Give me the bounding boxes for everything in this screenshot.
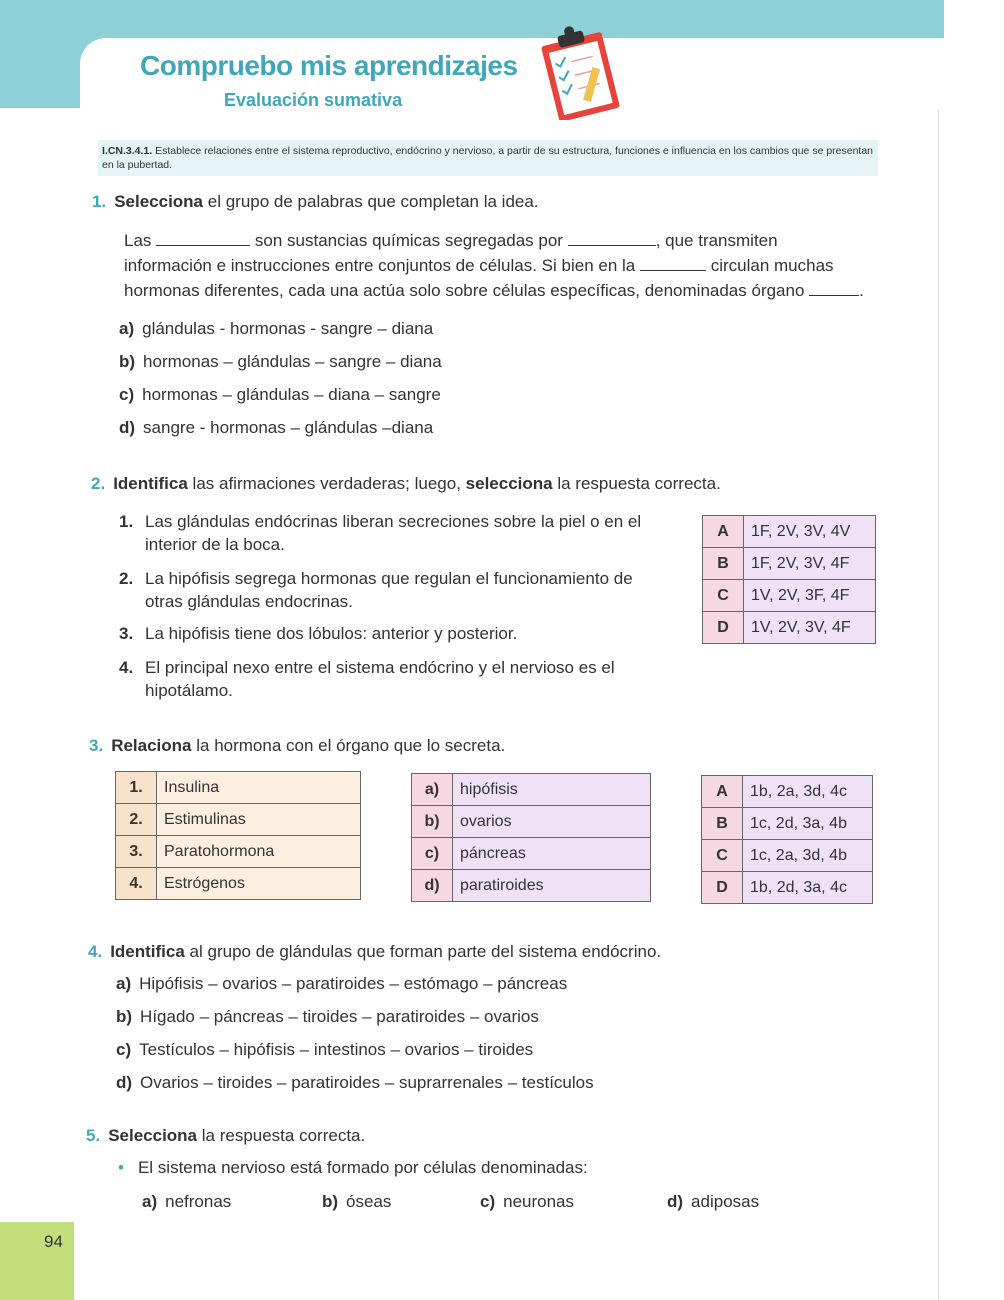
page-subtitle: Evaluación sumativa	[224, 90, 403, 110]
para-text: información e instrucciones entre conjuntos de células. Si bien en la	[124, 256, 636, 275]
option-letter: c)	[116, 1040, 132, 1059]
fill-in-paragraph	[124, 228, 884, 303]
question-text: la respuesta correcta.	[557, 474, 721, 493]
option-d[interactable]	[116, 1073, 594, 1093]
answer-key: D	[703, 612, 744, 644]
option-text: hormonas – glándulas – diana – sangre	[142, 385, 441, 404]
question-text: la respuesta correcta.	[201, 1126, 366, 1145]
answer-value: 1c, 2a, 3d, 4b	[743, 840, 873, 872]
option-b[interactable]	[116, 1007, 539, 1027]
hormone-number: 1.	[116, 772, 157, 804]
question-5	[86, 1126, 365, 1146]
answer-row-a[interactable]	[702, 776, 873, 808]
organ-letter: d)	[412, 870, 453, 902]
option-letter: a)	[142, 1192, 158, 1211]
bullet-item	[118, 1158, 588, 1178]
hormone-name: Estimulinas	[157, 804, 361, 836]
question-number: 1.	[92, 192, 107, 211]
organ-letter: c)	[412, 838, 453, 870]
statement-text: El principal nexo entre el sistema endócrino y el nervioso es el hipotálamo.	[145, 658, 615, 700]
page-title: Compruebo mis aprendizajes	[140, 50, 518, 81]
skill-indicator	[98, 140, 878, 176]
para-text: Las	[124, 231, 152, 250]
question-verb: Selecciona	[108, 1126, 198, 1145]
para-text: son sustancias químicas segregadas por	[254, 231, 563, 250]
organ-letter: b)	[412, 806, 453, 838]
question-verb: Identifica	[110, 942, 185, 961]
statement-number: 4.	[119, 658, 134, 677]
answer-row-d[interactable]	[703, 612, 876, 644]
hormone-number: 4.	[116, 868, 157, 900]
statement-3	[119, 622, 659, 645]
question-2	[91, 474, 721, 494]
question-4	[88, 942, 661, 962]
statement-text: Las glándulas endócrinas liberan secreciones sobre la piel o en el interior de la boca.	[145, 512, 642, 554]
clipboard-checklist-icon	[535, 20, 625, 120]
hormone-row	[116, 804, 361, 836]
organ-row	[412, 838, 651, 870]
option-letter: c)	[480, 1192, 496, 1211]
blank-3[interactable]	[640, 256, 706, 271]
organ-name: ovarios	[453, 806, 651, 838]
answer-row-b[interactable]	[703, 548, 876, 580]
question-number: 4.	[88, 942, 103, 961]
answer-value: 1b, 2d, 3a, 4c	[743, 872, 873, 904]
question-verb: selecciona	[465, 474, 553, 493]
option-letter: b)	[119, 352, 136, 371]
answer-value: 1c, 2d, 3a, 4b	[743, 808, 873, 840]
bullet-text: El sistema nervioso está formado por células denominadas:	[137, 1158, 588, 1177]
statement-number: 1.	[119, 512, 134, 531]
hormone-row	[116, 836, 361, 868]
hormone-table	[115, 771, 361, 900]
option-letter: a)	[119, 319, 135, 338]
statement-number: 2.	[119, 569, 134, 588]
question-verb: Selecciona	[114, 192, 204, 211]
answer-key: B	[702, 808, 743, 840]
option-a[interactable]	[119, 319, 433, 339]
option-text: Hígado – páncreas – tiroides – paratiroides – ovarios	[140, 1007, 539, 1026]
statement-text: La hipófisis tiene dos lóbulos: anterior y posterior.	[145, 624, 518, 643]
answer-value: 1V, 2V, 3V, 4F	[744, 612, 876, 644]
indicator-code: I.CN.3.4.1.	[102, 145, 153, 157]
answer-key: A	[702, 776, 743, 808]
option-letter: b)	[116, 1007, 133, 1026]
statement-1	[119, 510, 659, 556]
option-text: nefronas	[165, 1192, 232, 1211]
bullet-icon: •	[118, 1158, 124, 1177]
answer-row-c[interactable]	[702, 840, 873, 872]
answer-key: D	[702, 872, 743, 904]
organ-name: hipófisis	[453, 774, 651, 806]
organ-row	[412, 806, 651, 838]
answer-key: C	[703, 580, 744, 612]
answer-row-a[interactable]	[703, 516, 876, 548]
hormone-number: 3.	[116, 836, 157, 868]
option-letter: d)	[119, 418, 136, 437]
question-verb: Relaciona	[111, 736, 192, 755]
option-a[interactable]	[142, 1192, 231, 1212]
option-text: Testículos – hipófisis – intestinos – ovarios – tiroides	[139, 1040, 534, 1059]
option-text: hormonas – glándulas – sangre – diana	[143, 352, 442, 371]
organ-row	[412, 870, 651, 902]
option-d[interactable]	[667, 1192, 759, 1212]
hormone-row	[116, 772, 361, 804]
page-edge-line	[938, 110, 939, 1300]
blank-2[interactable]	[568, 231, 656, 246]
option-c[interactable]	[116, 1040, 533, 1060]
question-text: al grupo de glándulas que forman parte del sistema endócrino.	[189, 942, 662, 961]
answer-value: 1b, 2a, 3d, 4c	[743, 776, 873, 808]
answer-row-b[interactable]	[702, 808, 873, 840]
answer-key: C	[702, 840, 743, 872]
organ-table	[411, 773, 651, 902]
option-c[interactable]	[119, 385, 441, 405]
organ-letter: a)	[412, 774, 453, 806]
question-text: la hormona con el órgano que lo secreta.	[196, 736, 506, 755]
option-letter: c)	[119, 385, 135, 404]
option-letter: a)	[116, 974, 132, 993]
option-text: glándulas - hormonas - sangre – diana	[142, 319, 434, 338]
q3-answer-table	[701, 775, 873, 904]
page-number: 94	[44, 1232, 63, 1251]
question-text: el grupo de palabras que completan la idea.	[207, 192, 539, 211]
option-c[interactable]	[480, 1192, 574, 1212]
question-1	[92, 192, 539, 212]
option-letter: d)	[667, 1192, 684, 1211]
option-letter: b)	[322, 1192, 339, 1211]
indicator-text: Establece relaciones entre el sistema reproductivo, endócrino y nervioso, a partir de su estructura, funciones e influencia en los cambios que se presentan en la pubertad.	[102, 145, 874, 171]
option-text: Ovarios – tiroides – paratiroides – suprarrenales – testículos	[140, 1073, 594, 1092]
organ-name: páncreas	[453, 838, 651, 870]
organ-row	[412, 774, 651, 806]
answer-value: 1F, 2V, 3V, 4V	[744, 516, 876, 548]
para-text: , que transmiten	[655, 231, 778, 250]
question-verb: Identifica	[113, 474, 188, 493]
question-text: las afirmaciones verdaderas; luego,	[192, 474, 461, 493]
option-text: adiposas	[691, 1192, 760, 1211]
option-a[interactable]	[116, 974, 567, 994]
option-text: sangre - hormonas – glándulas –diana	[143, 418, 434, 437]
answer-key: A	[703, 516, 744, 548]
answer-value: 1F, 2V, 3V, 4F	[744, 548, 876, 580]
question-number: 5.	[86, 1126, 101, 1145]
statement-4	[119, 656, 659, 702]
option-b[interactable]	[119, 352, 442, 372]
answer-key: B	[703, 548, 744, 580]
option-text: neuronas	[503, 1192, 575, 1211]
para-text: hormonas diferentes, cada una actúa solo sobre células específicas, denominadas órgano	[124, 281, 805, 300]
statement-number: 3.	[119, 624, 134, 643]
para-text: circulan muchas	[710, 256, 834, 275]
option-b[interactable]	[322, 1192, 391, 1212]
option-text: Hipófisis – ovarios – paratiroides – estómago – páncreas	[139, 974, 568, 993]
hormone-name: Insulina	[157, 772, 361, 804]
answer-row-c[interactable]	[703, 580, 876, 612]
hormone-name: Paratohormona	[157, 836, 361, 868]
question-number: 3.	[89, 736, 104, 755]
q2-answer-table	[702, 515, 876, 644]
hormone-name: Estrógenos	[157, 868, 361, 900]
question-3	[89, 736, 505, 756]
answer-value: 1V, 2V, 3F, 4F	[744, 580, 876, 612]
question-number: 2.	[91, 474, 106, 493]
blank-1[interactable]	[156, 231, 250, 246]
statement-2	[119, 567, 659, 613]
option-letter: d)	[116, 1073, 133, 1092]
statement-text: La hipófisis segrega hormonas que regulan el funcionamiento de otras glándulas endocrinas.	[145, 569, 633, 611]
option-d[interactable]	[119, 418, 433, 438]
hormone-row	[116, 868, 361, 900]
para-text: .	[859, 281, 864, 300]
hormone-number: 2.	[116, 804, 157, 836]
answer-row-d[interactable]	[702, 872, 873, 904]
organ-name: paratiroides	[453, 870, 651, 902]
blank-4[interactable]	[809, 281, 859, 296]
option-text: óseas	[346, 1192, 392, 1211]
